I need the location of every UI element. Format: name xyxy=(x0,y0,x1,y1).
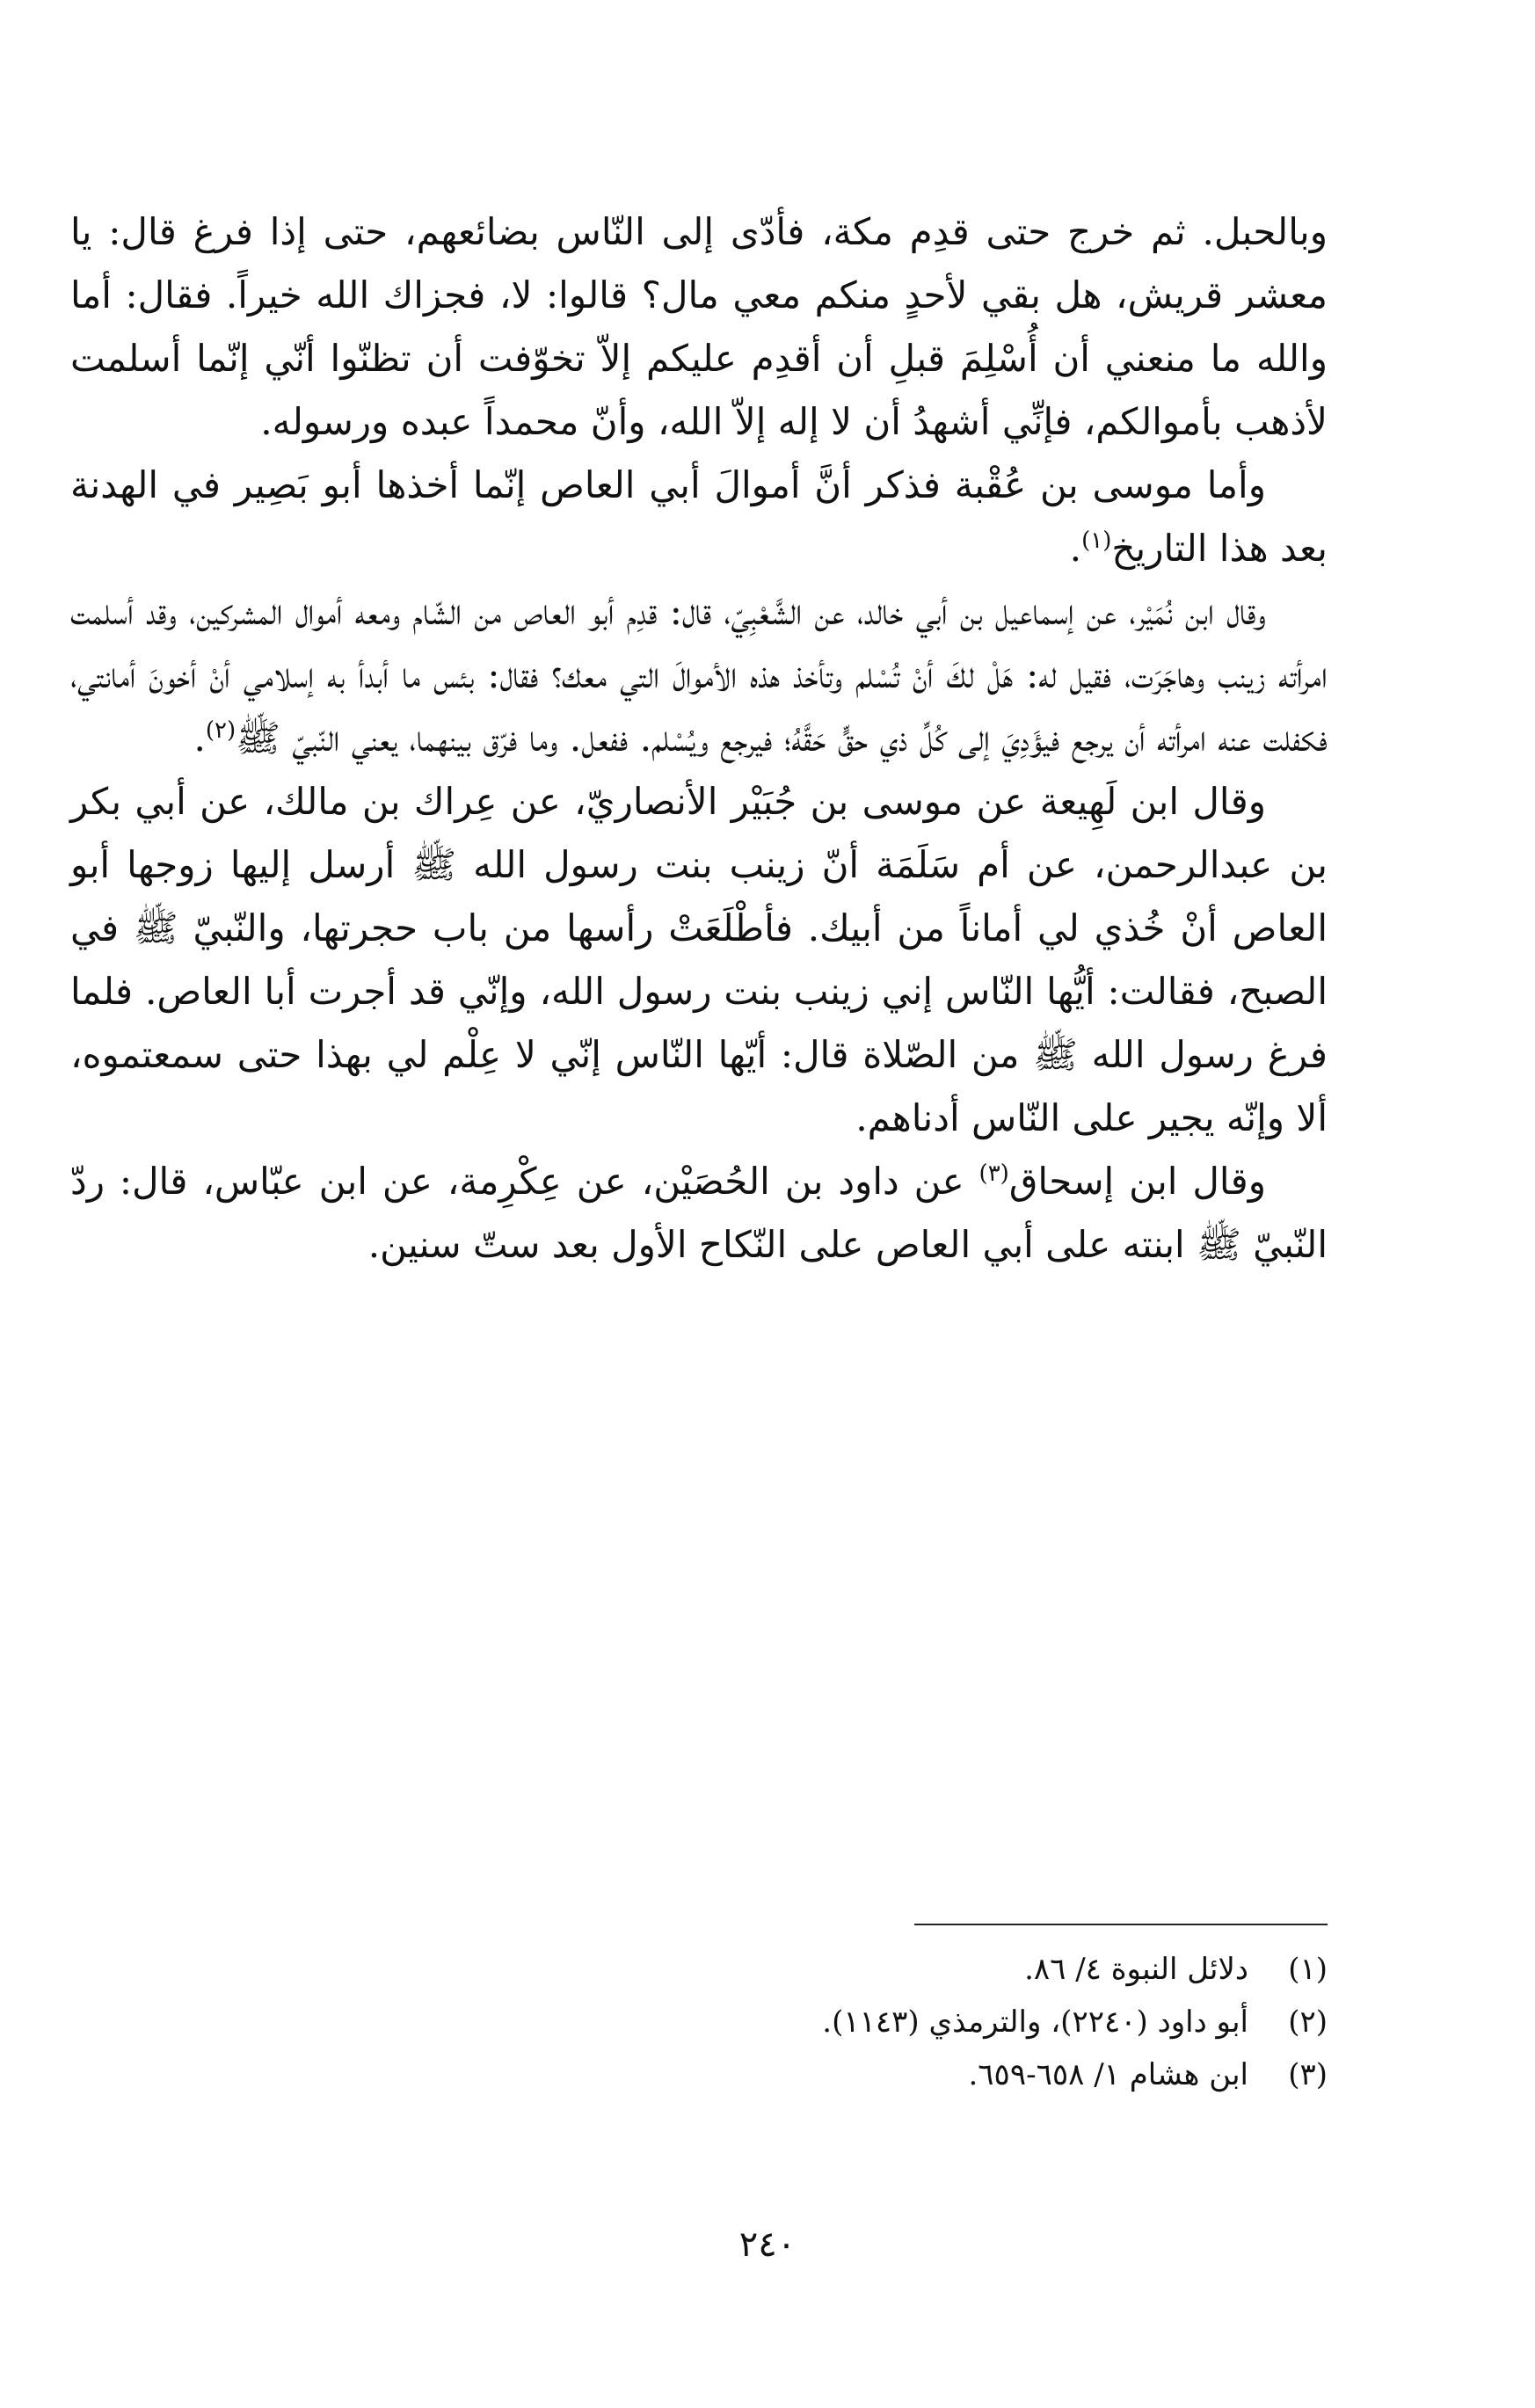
footnote-text: دلائل النبوة ٤/ ٨٦. xyxy=(1024,1952,1248,1987)
paragraph-3-line-6: النّبيّ ﷺ xyxy=(236,717,340,760)
paragraph-4-line-4: من باب حجرتها، والنّبيّ ﷺ في الصبح، فقالت: أيُّها النّاس إني زينب بنت xyxy=(70,906,1328,1013)
paragraph-2-tail: . xyxy=(1069,527,1082,570)
paragraph-1-line-4: تظنّوا أنّي إنّما أسلمت لأذهب بأموالكم، فإنِّي أشهدُ أن لا إله إلاّ الله، وأنّ xyxy=(70,337,1328,443)
paragraph-1 xyxy=(70,200,1328,454)
paragraph-1-line-2: قال: يا معشر قريش، هل بقي لأحدٍ منكم معي مال؟ قالوا: لا، فجزاك الله xyxy=(70,210,1328,316)
paragraph-2 xyxy=(70,454,1328,580)
footnote-ref-2: (٢) xyxy=(205,717,236,744)
footnote-3 xyxy=(70,2048,1328,2101)
paragraph-4-line-6: قال: أيّها النّاس إنّي لا عِلْم لي بهذا حتى سمعتموه، ألا وإنّه يجير على xyxy=(70,1033,1328,1139)
footnote-number: (٢) xyxy=(1288,2004,1328,2040)
paragraph-3-tail: . xyxy=(193,717,206,760)
footnote-text: ابن هشام ١/ ٦٥٨-٦٥٩. xyxy=(968,2057,1248,2092)
paragraph-4-line-5: رسول الله، وإنّي قد أجرت أبا العاص. فلما فرغ رسول الله ﷺ من الصّلاة xyxy=(70,970,1328,1076)
footnote-text: أبو داود (٢٢٤٠)، والترمذي (١١٤٣). xyxy=(822,2004,1248,2040)
paragraph-5 xyxy=(70,1150,1328,1277)
paragraph-3-line-5: فيؤَدِيَ إلى كُلِّ ذي حقٍّ حَقَّهُ؛ فيرجع ويُسْلم. ففعل. وما فرّق بينهما، يعني xyxy=(351,717,1060,760)
page-number: ٢٤٠ xyxy=(738,2224,797,2265)
footnote-number: (١) xyxy=(1288,1952,1328,1987)
paragraph-2-line-2: الهدنة بعد هذا التاريخ xyxy=(70,463,1328,570)
paragraph-1-line-3: خيراً. فقال: أما والله ما منعني أن أُسْلِمَ قبلِ أن أقدِم عليكم إلاّ تخوّفت أن xyxy=(70,273,1328,380)
footnote-number: (٣) xyxy=(1288,2057,1328,2092)
paragraph-4-line-7: النّاس أدناهم. xyxy=(855,1096,1061,1139)
footnote-ref-3: (٣) xyxy=(978,1160,1009,1187)
paragraph-3-line-4: فقال: بئس ما أبدأ به إسلامي أنْ أخونَ أمانتي، فكفلت عنه امرأته أن يرجع xyxy=(70,653,1328,760)
paragraph-5-lead: وقال ابن إسحاق xyxy=(1008,1160,1267,1203)
footnote-ref-1: (١) xyxy=(1081,527,1112,554)
paragraph-3-line-1: وقال ابن نُمَيْر، عن إسماعيل بن أبي خالد، عن الشَّعْبِيّ، قال: قدِم أبو xyxy=(588,590,1266,633)
paragraph-1-line-5: محمداً عبده ورسوله. xyxy=(260,400,579,443)
paragraph-5-line-1: عن داود بن الحُصَيْن، عن عِكْرِمة، عن ابن xyxy=(318,1160,979,1203)
paragraph-4-line-3: أرسل إليها زوجها أبو العاص أنْ خُذي لي أماناً من أبيك. فأطْلَعَتْ رأسها xyxy=(70,843,1328,949)
paragraph-3-line-3: وهاجَرَت، فقيل له: هَلْ لكَ أنْ تُسْلم وتأخذ هذه الأموالَ التي معك؟ xyxy=(551,653,1205,696)
paragraph-4 xyxy=(70,770,1328,1150)
paragraph-4-line-1: وقال ابن لَهِيعة عن موسى بن جُبَيْر الأنصاريّ، عن عِراك بن مالك، xyxy=(263,780,1267,823)
paragraph-3-line-2: العاص من الشّام ومعه أموال المشركين، وقد أسلمت امرأته زينب xyxy=(70,590,1328,696)
page-body xyxy=(70,200,1328,1277)
paragraph-5-line-3: سنين. xyxy=(367,1223,462,1266)
paragraph-5-line-2: عبّاس، قال: ردّ النّبيّ ﷺ ابنته على أبي العاص على النّكاح الأول بعد ستّ xyxy=(70,1160,1328,1266)
footnote-2 xyxy=(70,1996,1328,2048)
footnote-1 xyxy=(70,1943,1328,1996)
paragraph-2-line-1: وأما موسى بن عُقْبة فذكر أنَّ أموالَ أبي العاص إنّما أخذها أبو بَصِير في xyxy=(171,463,1266,506)
paragraph-3 xyxy=(70,580,1328,770)
footnote-divider xyxy=(914,1924,1328,1925)
paragraph-1-line-1: وبالحبل. ثم خرج حتى قدِم مكة، فأدّى إلى النّاس بضائعهم، حتى إذا فرغ xyxy=(193,210,1328,253)
paragraph-4-line-2: عن أبي بكر بن عبدالرحمن، عن أم سَلَمَة أنّ زينب بنت رسول الله ﷺ xyxy=(70,780,1328,886)
footnotes xyxy=(70,1943,1328,2101)
